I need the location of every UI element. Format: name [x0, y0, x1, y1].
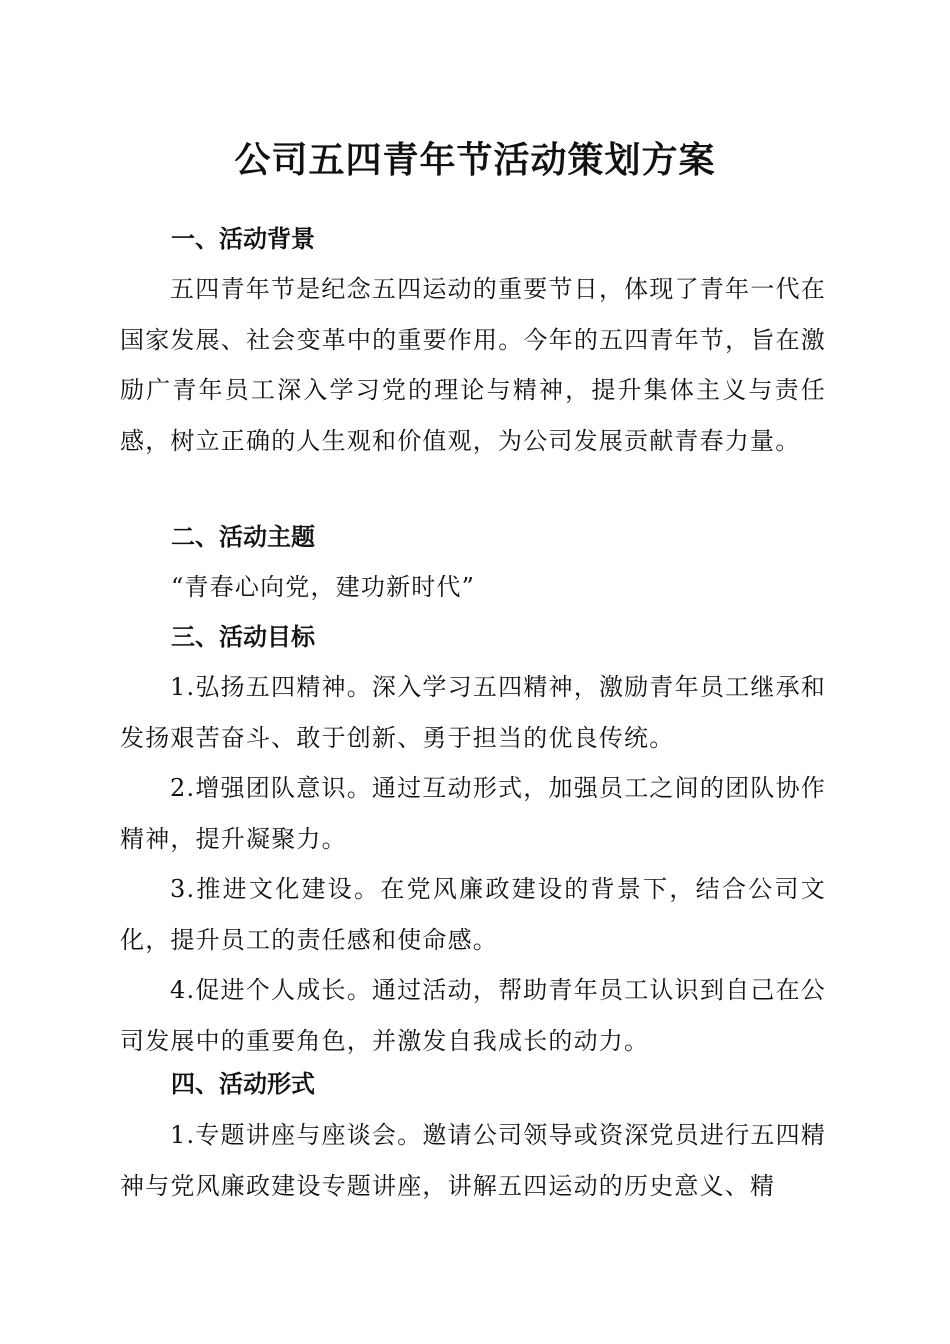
section-heading-forms: 四、活动形式 [171, 1070, 315, 1098]
paragraph-background: 五四青年节是纪念五四运动的重要节日，体现了青年一代在国家发展、社会变革中的重要作用。今年的五四青年节，旨在激励广青年员工深入学习党的理论与精神，提升集体主义与责任感，树立正确的人生观和价值观，为公司发展贡献青春力量。 [120, 275, 826, 455]
form-item-1: 1.专题讲座与座谈会。邀请公司领导或资深党员进行五四精神与党风廉政建设专题讲座，讲解五四运动的历史意义、精 [120, 1121, 826, 1200]
goal-item-1: 1.弘扬五四精神。深入学习五四精神，激励青年员工继承和发扬艰苦奋斗、敢于创新、勇于担当的优良传统。 [120, 673, 826, 752]
goal-item-3: 3.推进文化建设。在党风廉政建设的背景下，结合公司文化，提升员工的责任感和使命感。 [120, 875, 826, 954]
section-heading-theme: 二、活动主题 [171, 523, 315, 551]
goal-item-2: 2.增强团队意识。通过互动形式，加强员工之间的团队协作精神，提升凝聚力。 [120, 774, 826, 853]
goal-item-4: 4.促进个人成长。通过活动，帮助青年员工认识到自己在公司发展中的重要角色，并激发自我成长的动力。 [120, 976, 826, 1055]
section-heading-background: 一、活动背景 [171, 225, 315, 253]
theme-slogan: “青春心向党，建功新时代” [171, 573, 476, 601]
section-heading-goals: 三、活动目标 [171, 623, 315, 651]
document-title: 公司五四青年节活动策划方案 [234, 139, 716, 181]
